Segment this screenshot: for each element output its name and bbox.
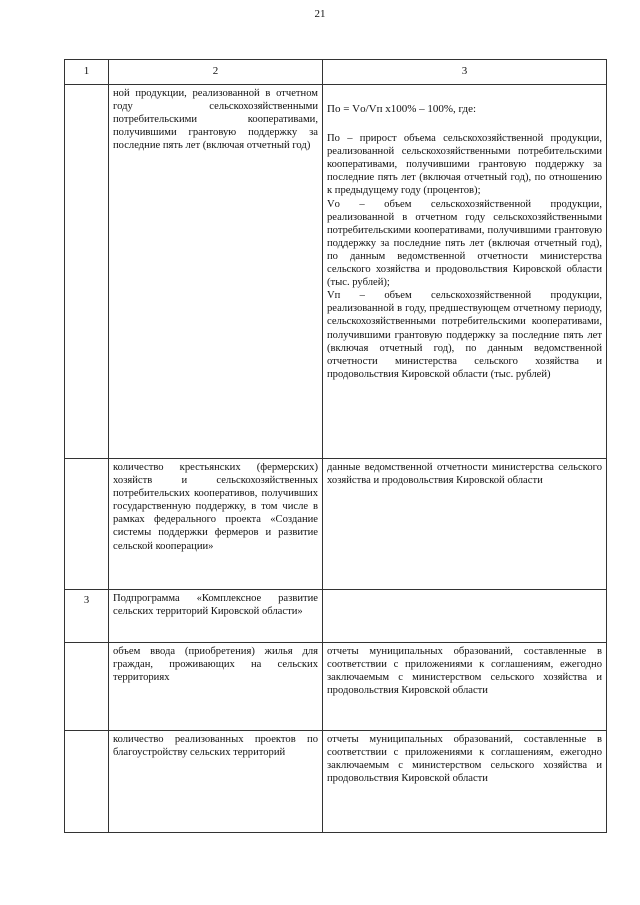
indicator-name: объем ввода (приобретения) жилья для граждан, проживающих на сельских территориях [109,643,323,731]
formula: По = Vо/Vп х100% – 100%, где: [327,103,477,115]
calculation-method [323,85,607,459]
indicator-name: количество реализованных проектов по благоустройству сельских территорий [109,731,323,833]
indicator-name: количество крестьянских (фермерских) хозяйств и сельскохозяйственных потребительских кооперативов, получивших государственную поддержку, в том числе в рамках федерального проекта «Создание системы поддержки фермеров и развитие сельской кооперации» [109,459,323,590]
formula-desc-vo: Vо – объем сельскохозяйственной продукции, реализованной в отчетном году сельскохозяйственными потребительскими кооперативами, получившими грантовую поддержку за последние пять лет (включая отчетный год), по данным ведомственной отчетности министерства сельского хозяйства и продовольствия Кировской области (тыс. рублей); [327,198,602,289]
data-source: отчеты муниципальных образований, составленные в соответствии с приложениями к соглашениям, ежегодно заключаемым с министерством сельского хозяйства и продовольствия Кировской области [323,643,607,731]
page-number: 21 [314,8,326,20]
subprogram-name: Подпрограмма «Комплексное развитие сельских территорий Кировской области» [109,590,323,643]
table-header-row [65,60,607,85]
data-source: данные ведомственной отчетности министерства сельского хозяйства и продовольствия Кировской области [323,459,607,590]
indicators-table [64,59,607,833]
header-col-1: 1 [65,60,109,85]
formula-desc-vp: Vп – объем сельскохозяйственной продукции, реализованной в году, предшествующем отчетному периоду, сельскохозяйственными потребительскими кооперативами, получившими грантовую поддержку за последние пять лет (включая отчетный год), по данным ведомственной отчетности министерства сельского хозяйства и продовольствия Кировской области (тыс. рублей) [327,290,602,380]
row-number [65,459,109,590]
data-source: отчеты муниципальных образований, составленные в соответствии с приложениями к соглашениям, ежегодно заключаемым с министерством сельского хозяйства и продовольствия Кировской области [323,731,607,833]
table-row [65,590,607,643]
row-number [65,731,109,833]
formula-desc-po: По – прирост объема сельскохозяйственной продукции, реализованной сельскохозяйственными потребительскими кооперативами, получившими грантовую поддержку за последние пять лет (включая отчетный год), по отношению к предыдущему году (процентов); [327,133,602,197]
header-col-3: 3 [323,60,607,85]
indicator-name: ной продукции, реализованной в отчетном году сельскохозяйственными потребительскими кооперативами, получившими грантовую поддержку за последние пять лет (включая отчетный год) [109,85,323,459]
row-number [65,643,109,731]
row-number [65,85,109,459]
header-col-2: 2 [109,60,323,85]
table-row [65,643,607,731]
table-row [65,85,607,459]
table-row [65,459,607,590]
table-row [65,731,607,833]
data-source [323,590,607,643]
row-number: 3 [65,590,109,643]
